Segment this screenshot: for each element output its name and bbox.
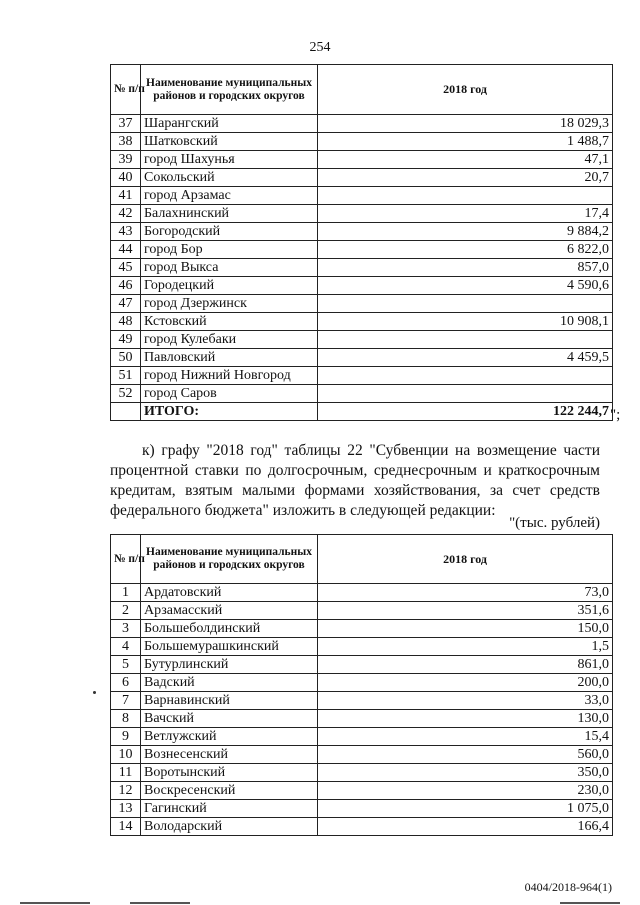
amount: 350,0 bbox=[318, 764, 613, 782]
table-row bbox=[111, 223, 613, 241]
row-number: 45 bbox=[111, 259, 141, 277]
amount: 17,4 bbox=[318, 205, 613, 223]
municipality-name: Шатковский bbox=[141, 133, 318, 151]
table-row bbox=[111, 620, 613, 638]
row-number: 2 bbox=[111, 602, 141, 620]
row-number: 46 bbox=[111, 277, 141, 295]
municipality-name: Большеболдинский bbox=[141, 620, 318, 638]
municipality-name: город Кулебаки bbox=[141, 331, 318, 349]
table-row bbox=[111, 800, 613, 818]
amount: 857,0 bbox=[318, 259, 613, 277]
municipality-name: город Нижний Новгород bbox=[141, 367, 318, 385]
amount bbox=[318, 367, 613, 385]
amount: 200,0 bbox=[318, 674, 613, 692]
amount: 861,0 bbox=[318, 656, 613, 674]
row-number: 6 bbox=[111, 674, 141, 692]
table-row bbox=[111, 187, 613, 205]
row-number: 37 bbox=[111, 115, 141, 133]
row-number: 40 bbox=[111, 169, 141, 187]
municipality-name: Ветлужский bbox=[141, 728, 318, 746]
table-row bbox=[111, 602, 613, 620]
table-row bbox=[111, 656, 613, 674]
amount: 15,4 bbox=[318, 728, 613, 746]
row-number: 47 bbox=[111, 295, 141, 313]
amendment-text: к) графу "2018 год" таблицы 22 "Субвенции на возмещение части процентной ставки по долгосрочным, среднесрочным и краткосрочным кредитам, взятым малыми формами хозяйствования, за счет средств федерального бюджета" изложить в следующей редакции: bbox=[110, 442, 600, 519]
scan-edge-mark bbox=[560, 902, 620, 904]
table-row bbox=[111, 746, 613, 764]
row-number: 50 bbox=[111, 349, 141, 367]
table-header-row bbox=[111, 535, 613, 584]
municipality-name: город Выкса bbox=[141, 259, 318, 277]
amount bbox=[318, 187, 613, 205]
row-number: 5 bbox=[111, 656, 141, 674]
municipality-name: город Бор bbox=[141, 241, 318, 259]
table-row bbox=[111, 169, 613, 187]
row-number: 41 bbox=[111, 187, 141, 205]
row-number: 4 bbox=[111, 638, 141, 656]
table-row bbox=[111, 385, 613, 403]
row-number: 48 bbox=[111, 313, 141, 331]
amount: 4 459,5 bbox=[318, 349, 613, 367]
row-number: 9 bbox=[111, 728, 141, 746]
table-row bbox=[111, 331, 613, 349]
table-row bbox=[111, 133, 613, 151]
table-row bbox=[111, 367, 613, 385]
document-code: 0404/2018-964(1) bbox=[524, 880, 612, 894]
header-municipality: Наименование муниципальных районов и городских округов bbox=[141, 65, 318, 115]
amount: 130,0 bbox=[318, 710, 613, 728]
row-number: 1 bbox=[111, 584, 141, 602]
header-number: № п/п bbox=[111, 535, 141, 584]
scan-dot bbox=[93, 691, 96, 694]
row-number: 7 bbox=[111, 692, 141, 710]
municipality-name: Воротынский bbox=[141, 764, 318, 782]
municipality-name: Сокольский bbox=[141, 169, 318, 187]
total-amount: 122 244,7 bbox=[318, 403, 613, 421]
amount: 47,1 bbox=[318, 151, 613, 169]
municipality-name: Арзамасский bbox=[141, 602, 318, 620]
header-municipality: Наименование муниципальных районов и городских округов bbox=[141, 535, 318, 584]
amount: 33,0 bbox=[318, 692, 613, 710]
units-label: "(тыс. рублей) bbox=[509, 515, 600, 531]
table-row bbox=[111, 584, 613, 602]
table-row bbox=[111, 764, 613, 782]
municipality-name: город Дзержинск bbox=[141, 295, 318, 313]
municipality-name: город Саров bbox=[141, 385, 318, 403]
subsidy-table-22 bbox=[110, 534, 613, 836]
subsidy-table-continued bbox=[110, 64, 613, 421]
amount: 150,0 bbox=[318, 620, 613, 638]
table-row bbox=[111, 638, 613, 656]
header-year: 2018 год bbox=[318, 65, 613, 115]
municipality-name: Ардатовский bbox=[141, 584, 318, 602]
municipality-name: Вадский bbox=[141, 674, 318, 692]
table-row bbox=[111, 710, 613, 728]
page-number: 254 bbox=[309, 40, 331, 55]
row-number: 43 bbox=[111, 223, 141, 241]
amount: 1 075,0 bbox=[318, 800, 613, 818]
amount bbox=[318, 385, 613, 403]
header-year: 2018 год bbox=[318, 535, 613, 584]
header-number: № п/п bbox=[111, 65, 141, 115]
municipality-name: Вознесенский bbox=[141, 746, 318, 764]
amount: 10 908,1 bbox=[318, 313, 613, 331]
table-row bbox=[111, 151, 613, 169]
row-number: 14 bbox=[111, 818, 141, 836]
amount: 20,7 bbox=[318, 169, 613, 187]
total-row bbox=[111, 403, 613, 421]
amount bbox=[318, 295, 613, 313]
row-number: 42 bbox=[111, 205, 141, 223]
row-number: 51 bbox=[111, 367, 141, 385]
table-row bbox=[111, 277, 613, 295]
table-header-row bbox=[111, 65, 613, 115]
row-number: 38 bbox=[111, 133, 141, 151]
amount: 9 884,2 bbox=[318, 223, 613, 241]
table-row bbox=[111, 674, 613, 692]
amount: 230,0 bbox=[318, 782, 613, 800]
row-number: 49 bbox=[111, 331, 141, 349]
row-number: 8 bbox=[111, 710, 141, 728]
municipality-name: Варнавинский bbox=[141, 692, 318, 710]
municipality-name: Павловский bbox=[141, 349, 318, 367]
table-row bbox=[111, 692, 613, 710]
municipality-name: Балахнинский bbox=[141, 205, 318, 223]
amount: 4 590,6 bbox=[318, 277, 613, 295]
row-number: 52 bbox=[111, 385, 141, 403]
amount: 6 822,0 bbox=[318, 241, 613, 259]
table-row bbox=[111, 295, 613, 313]
row-number: 10 bbox=[111, 746, 141, 764]
municipality-name: город Шахунья bbox=[141, 151, 318, 169]
municipality-name: Вачский bbox=[141, 710, 318, 728]
table-row bbox=[111, 818, 613, 836]
municipality-name: Воскресенский bbox=[141, 782, 318, 800]
scan-edge-mark bbox=[130, 902, 190, 904]
row-number: 39 bbox=[111, 151, 141, 169]
table-row bbox=[111, 782, 613, 800]
total-label: ИТОГО: bbox=[141, 403, 318, 421]
total-number-cell bbox=[111, 403, 141, 421]
table-row bbox=[111, 115, 613, 133]
table-row bbox=[111, 259, 613, 277]
municipality-name: Володарский bbox=[141, 818, 318, 836]
row-number: 3 bbox=[111, 620, 141, 638]
row-number: 13 bbox=[111, 800, 141, 818]
municipality-name: Бутурлинский bbox=[141, 656, 318, 674]
municipality-name: Кстовский bbox=[141, 313, 318, 331]
amount: 560,0 bbox=[318, 746, 613, 764]
row-number: 12 bbox=[111, 782, 141, 800]
amount: 1,5 bbox=[318, 638, 613, 656]
amount: 18 029,3 bbox=[318, 115, 613, 133]
table-row bbox=[111, 349, 613, 367]
row-number: 11 bbox=[111, 764, 141, 782]
amount: 351,6 bbox=[318, 602, 613, 620]
municipality-name: Богородский bbox=[141, 223, 318, 241]
table-row bbox=[111, 241, 613, 259]
municipality-name: город Арзамас bbox=[141, 187, 318, 205]
amount bbox=[318, 331, 613, 349]
municipality-name: Городецкий bbox=[141, 277, 318, 295]
municipality-name: Гагинский bbox=[141, 800, 318, 818]
closing-quote: "; bbox=[610, 407, 621, 423]
table-row bbox=[111, 313, 613, 331]
municipality-name: Шарангский bbox=[141, 115, 318, 133]
amount: 166,4 bbox=[318, 818, 613, 836]
table-row bbox=[111, 728, 613, 746]
municipality-name: Большемурашкинский bbox=[141, 638, 318, 656]
amount: 73,0 bbox=[318, 584, 613, 602]
amount: 1 488,7 bbox=[318, 133, 613, 151]
table-row bbox=[111, 205, 613, 223]
row-number: 44 bbox=[111, 241, 141, 259]
amendment-paragraph bbox=[110, 441, 600, 521]
scan-edge-mark bbox=[20, 902, 90, 904]
